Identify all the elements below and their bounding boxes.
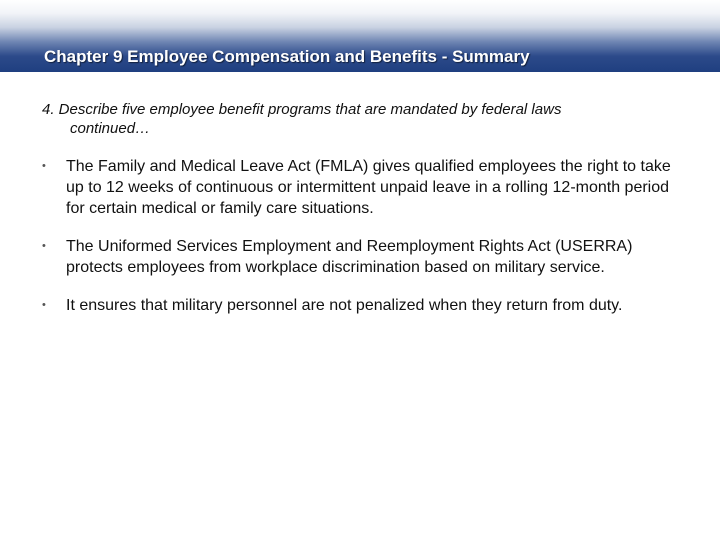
bullet-item-fmla (42, 156, 682, 219)
slide-body (42, 100, 682, 333)
bullet-item-userra (42, 236, 682, 278)
bullet-list (42, 156, 682, 316)
bullet-dot-icon: • (42, 160, 46, 172)
bullet-text-fmla: The Family and Medical Leave Act (FMLA) gives qualified employees the right to take up to 12 weeks of continuous or intermittent unpaid leave in a rolling 12-month period for certain medical or family care situations. (66, 158, 671, 217)
header-band (0, 0, 720, 72)
bullet-dot-icon: • (42, 299, 46, 311)
bullet-text-userra: The Uniformed Services Employment and Reemployment Rights Act (USERRA) protects employees from workplace discrimination based on military service. (66, 238, 633, 276)
slide-title: Chapter 9 Employee Compensation and Benefits - Summary (44, 47, 530, 66)
bullet-item-military (42, 295, 682, 316)
bullet-text-military: It ensures that military personnel are not penalized when they return from duty. (66, 297, 623, 314)
bullet-dot-icon: • (42, 240, 46, 252)
subtitle-line-1: 4. Describe five employee benefit programs that are mandated by federal laws (42, 101, 562, 118)
subtitle-line-2: continued… (70, 120, 151, 137)
section-subtitle (42, 100, 682, 138)
